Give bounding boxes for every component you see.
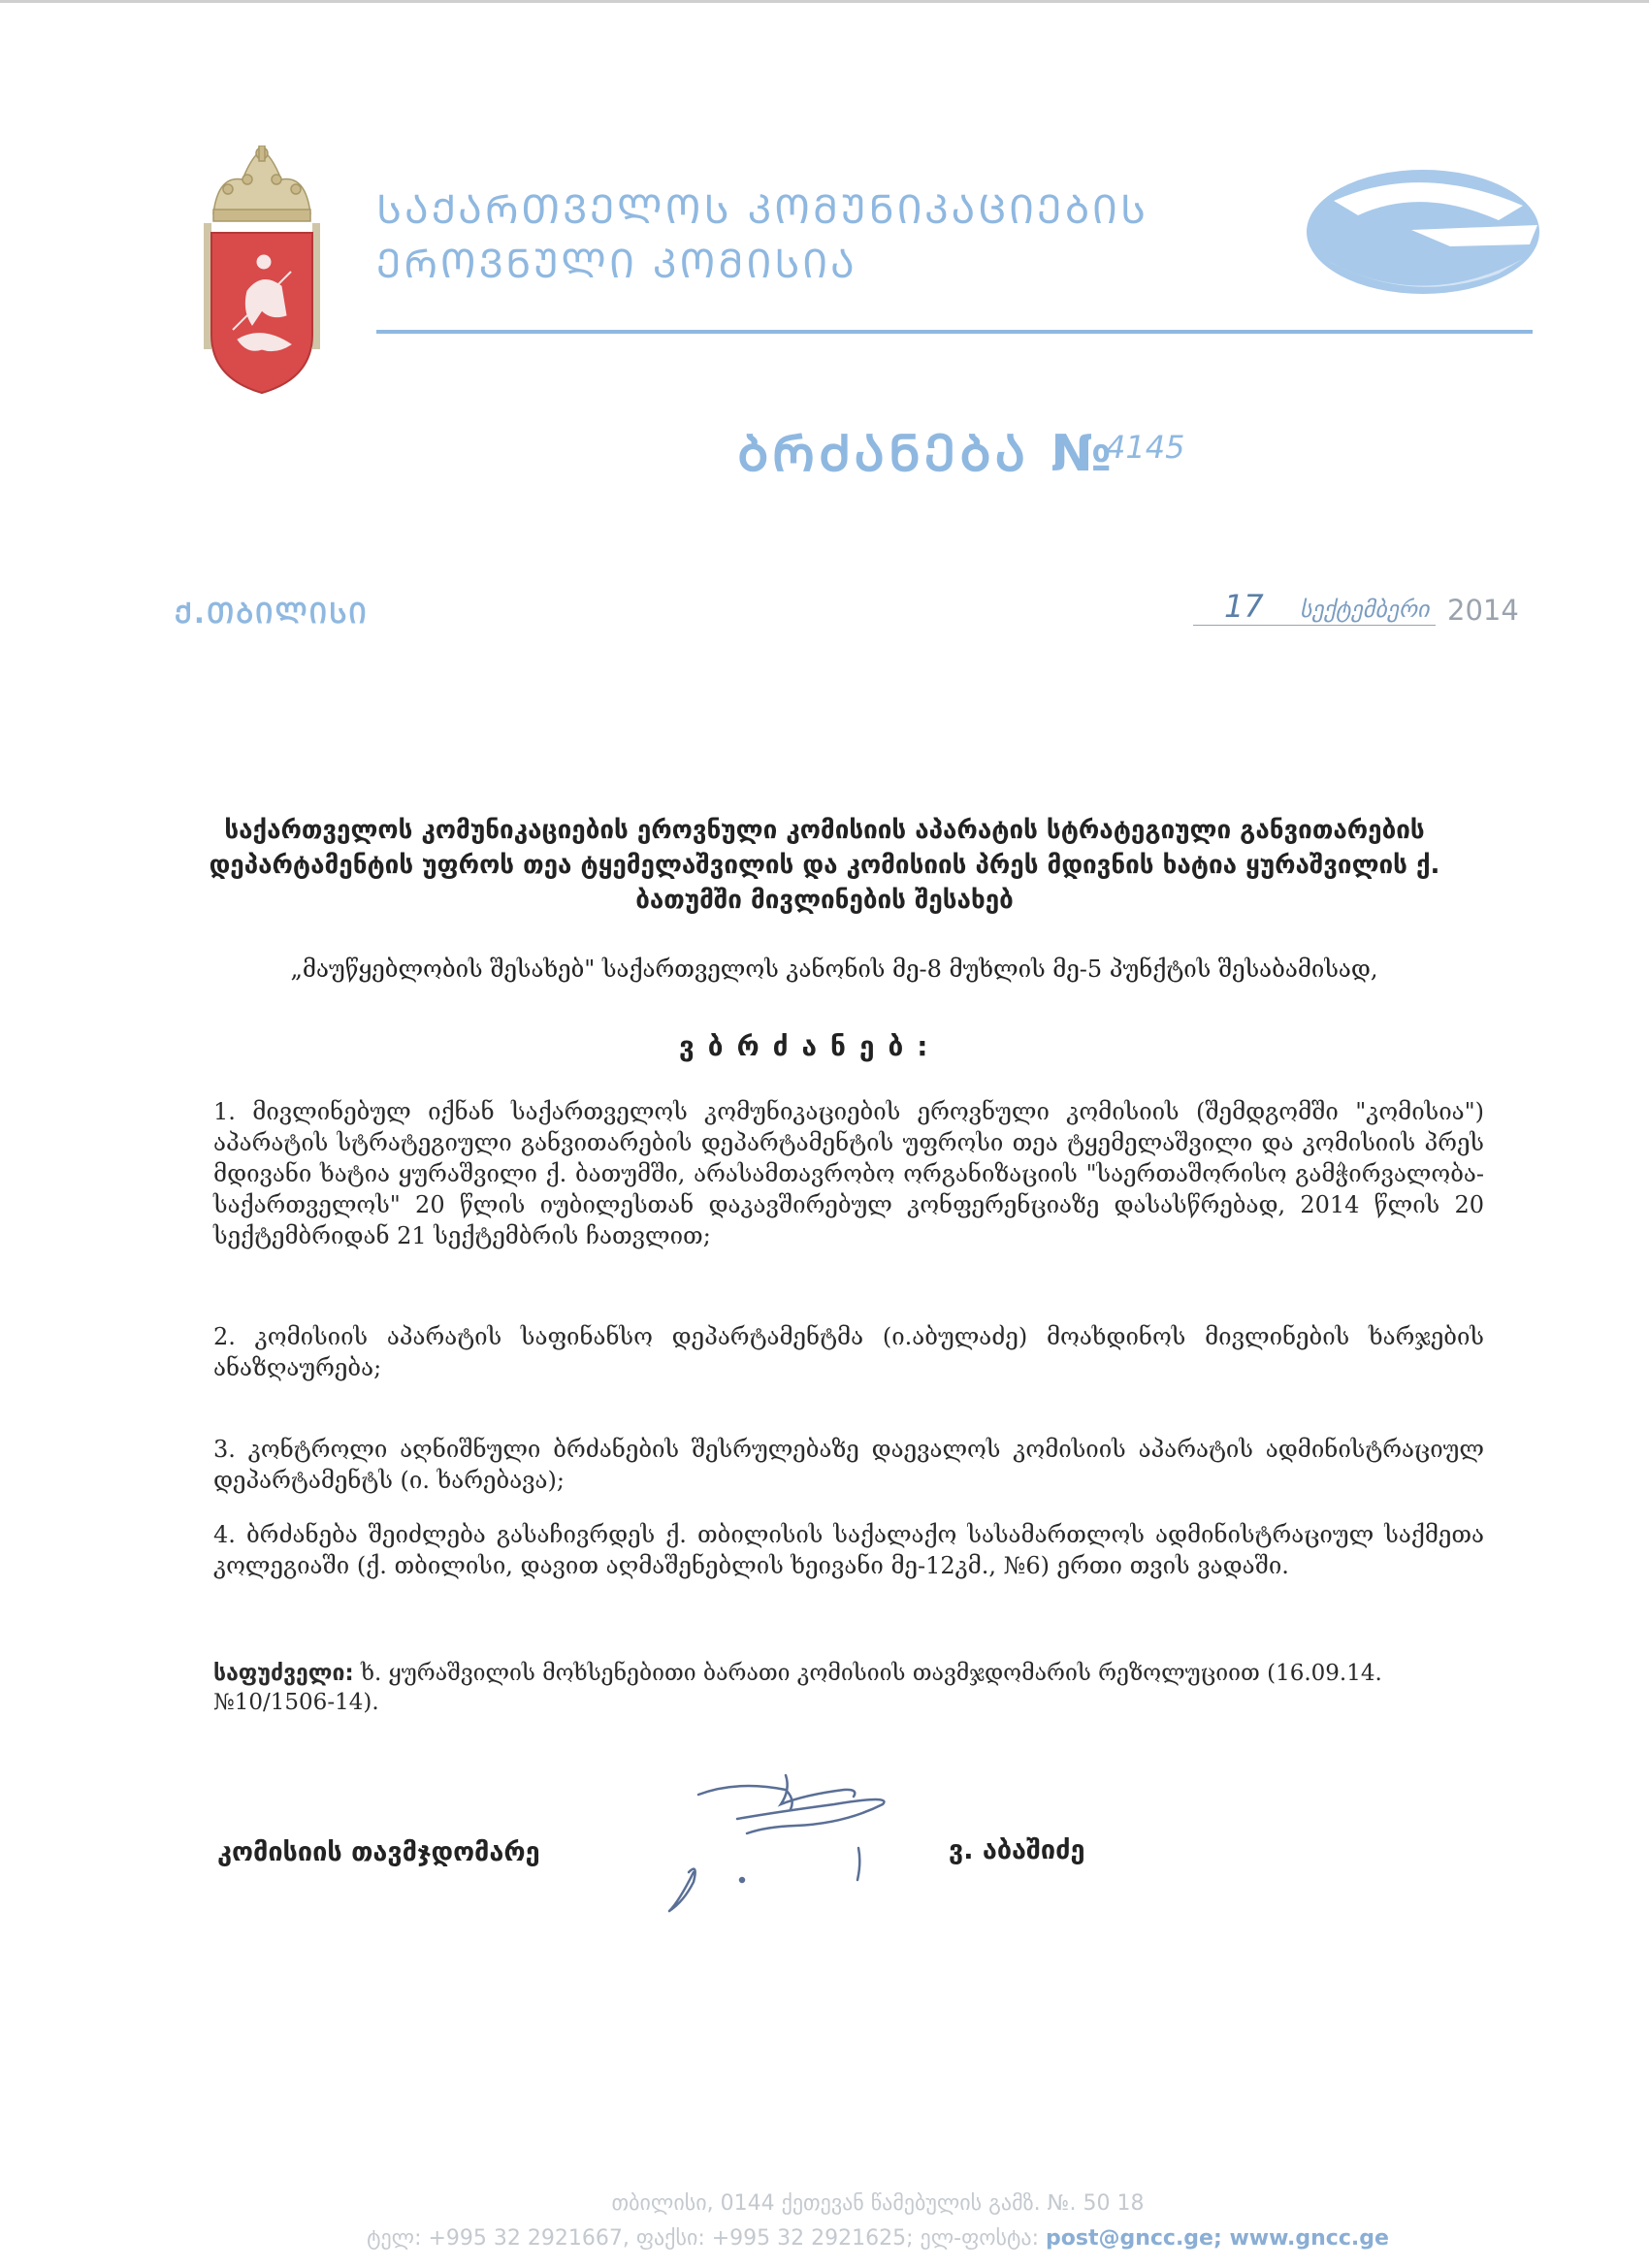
footer bbox=[272, 2187, 1484, 2256]
signer-name: ვ. აბაშიძე bbox=[949, 1835, 1085, 1865]
date-month: სექტემბერი bbox=[1300, 596, 1430, 623]
handwritten-signature bbox=[650, 1766, 941, 1921]
basis-label: საფუძველი: bbox=[213, 1661, 354, 1686]
order-word: ვბრძანებ: bbox=[679, 1030, 942, 1062]
basis-note bbox=[213, 1659, 1484, 1717]
order-title: ᲑᲠᲫᲐᲜᲔᲑᲐ № bbox=[737, 425, 1116, 483]
top-border bbox=[0, 0, 1649, 3]
order-item-3: 3. კონტროლი აღნიშნული ბრძანების შესრულებაზე დაევალოს კომისიის აპარატის ადმინისტრაციულ დეპარტამენტს (ი. ხარებავა); bbox=[213, 1436, 1484, 1494]
signer-title: კომისიის თავმჯდომარე bbox=[217, 1837, 540, 1867]
footer-email-link[interactable]: post@gncc.ge; bbox=[1045, 2226, 1222, 2251]
order-number: 4145 bbox=[1106, 429, 1185, 466]
organization-name bbox=[376, 182, 1249, 291]
footer-address: თბილისი, 0144 ქეთევან წამებულის გამზ. №. 50 18 bbox=[611, 2191, 1145, 2216]
date-year: 2014 bbox=[1447, 594, 1519, 627]
date-day: 17 bbox=[1224, 588, 1264, 625]
date-underline bbox=[1193, 625, 1436, 626]
footer-contacts bbox=[272, 2221, 1484, 2256]
order-item-4: 4. ბრძანება შეიძლება გასაჩივრდეს ქ. თბილისის საქალაქო სასამართლოს ადმინისტრაციულ საქმეთა კოლეგიაში (ქ. თბილისი, დავით აღმაშენებლის ხეივანი მე-12კმ., №6) ერთი თვის ვადაში. bbox=[213, 1521, 1484, 1579]
city-label: Ქ.ᲗᲑᲘᲚᲘᲡᲘ bbox=[175, 597, 369, 630]
basis-text: ხ. ყურაშვილის მოხსენებითი ბარათი კომისიის თავმჯდომარის რეზოლუციით (16.09.14. №10/1506-14). bbox=[213, 1661, 1382, 1715]
order-item-2: 2. კომისიის აპარატის საფინანსო დეპარტამენტმა (ი.აბულაძე) მოახდინოს მივლინების ხარჯების ანაზღაურება; bbox=[213, 1323, 1484, 1381]
footer-phones: ტელ: +995 32 2921667, ფაქსი: +995 32 2921625; ელ-ფოსტა: bbox=[367, 2226, 1046, 2251]
legal-basis: „მაუწყებლობის შესახებ" საქართველოს კანონის მე-8 მუხლის მე-5 პუნქტის შესაბამისად, bbox=[290, 956, 1378, 983]
order-date bbox=[1193, 588, 1533, 631]
header-rule bbox=[376, 330, 1533, 334]
order-subject: საქართველოს კომუნიკაციების ეროვნული კომისიის აპარატის სტრატეგიული განვითარების დეპარტამენტის უფროს თეა ტყემელაშვილის და კომისიის პრეს მდივნის ხატია ყურაშვილის ქ. ბათუმში მივლინების შესახებ bbox=[209, 816, 1440, 915]
gncc-logo-icon bbox=[1305, 167, 1542, 298]
org-name-line1: ᲡᲐᲥᲐᲠᲗᲕᲔᲚᲝᲡ ᲙᲝᲛᲣᲜᲘᲙᲐᲪᲘᲔᲑᲘᲡ bbox=[376, 186, 1149, 233]
order-item-1: 1. მივლინებულ იქნან საქართველოს კომუნიკაციების ეროვნული კომისიის (შემდგომში "კომისია") აპარატის სტრატეგიული განვითარების დეპარტამენტის უფროსი თეა ტყემელაშვილი და კომისიის პრეს მდივანი ხატია ყურაშვილი ქ. ბათუმში, არასამთავრობო ორგანიზაციის "საერთაშორისო გამჭირვალობა-საქართველოს" 20 წლის იუბილესთან დაკავშირებულ კონფერენციაზე დასასწრებად, 2014 წლის 20 სექტემბრიდან 21 სექტემბრის ჩათვლით; bbox=[213, 1098, 1484, 1249]
footer-web-link[interactable]: www.gncc.ge bbox=[1221, 2226, 1389, 2251]
org-name-line2: ᲔᲠᲝᲕᲜᲣᲚᲘ ᲙᲝᲛᲘᲡᲘᲐ bbox=[376, 241, 857, 287]
coat-of-arms-icon bbox=[194, 146, 330, 398]
